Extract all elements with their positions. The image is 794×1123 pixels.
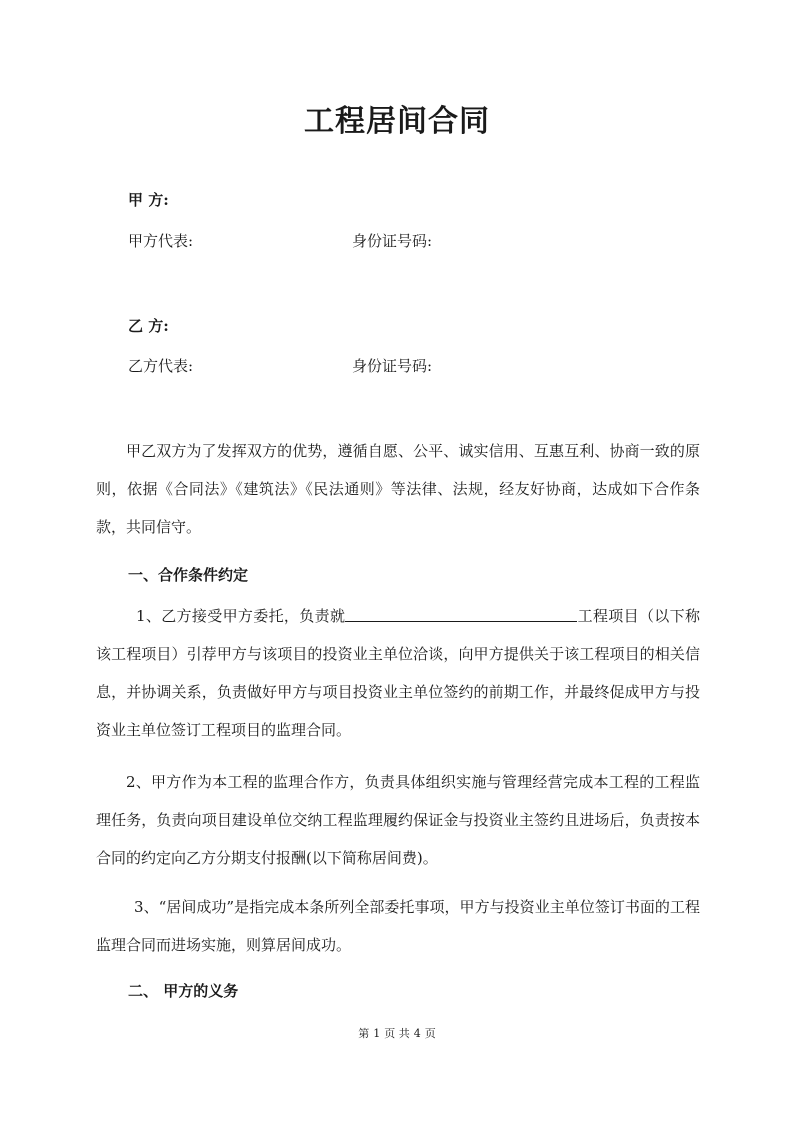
footer-current-page: 1 <box>373 1027 381 1040</box>
clause-1-suffix: 工程项目（以下称该工程项目）引荐甲方与该项目的投资业主单位洽谈，向甲方提供关于该工程项目的相关信息，并协调关系，负责做好甲方与项目投资业主单位签约的前期工作，并最终促成甲方与投资业主单位签订工程项目的监理合同。 <box>96 607 700 739</box>
party-a-rep-label: 甲方代表: <box>128 232 194 250</box>
footer-total-pages: 4 <box>413 1027 421 1040</box>
party-a-label: 甲 方: <box>128 191 169 209</box>
project-name-blank <box>345 603 577 622</box>
footer-suffix: 页 <box>424 1027 436 1040</box>
document-title: 工程居间合同 <box>304 104 490 139</box>
clause-2-paragraph: 2、甲方作为本工程的监理合作方，负责具体组织实施与管理经营完成本工程的工程监理任务，负责向项目建设单位交纳工程监理履约保证金与投资业主签约且进场后，负责按本合同的约定向乙方分期支付报酬(以下简称居间费)。 <box>96 773 700 867</box>
page-footer <box>0 1027 794 1041</box>
footer-prefix: 第 <box>358 1027 370 1040</box>
party-b-label: 乙 方: <box>128 317 169 335</box>
party-b-rep-label: 乙方代表: <box>128 357 194 375</box>
clause-1-paragraph <box>96 597 700 749</box>
section-1-heading: 一、合作条件约定 <box>128 566 249 584</box>
party-a-id-label: 身份证号码: <box>352 232 433 250</box>
clause-3-paragraph: 3、“居间成功”是指完成本条所列全部委托事项，甲方与投资业主单位签订书面的工程监理合同而进场实施，则算居间成功。 <box>96 898 700 954</box>
section-2-heading: 二、 甲方的义务 <box>128 982 239 1000</box>
preamble-paragraph: 甲乙双方为了发挥双方的优势，遵循自愿、公平、诚实信用、互惠互利、协商一致的原则，依据《合同法》《建筑法》《民法通则》等法律、法规，经友好协商，达成如下合作条款，共同信守。 <box>96 442 700 536</box>
party-b-id-label: 身份证号码: <box>352 357 433 375</box>
footer-mid: 页 共 <box>384 1027 410 1040</box>
clause-1-prefix: 1、乙方接受甲方委托，负责就 <box>136 607 346 625</box>
